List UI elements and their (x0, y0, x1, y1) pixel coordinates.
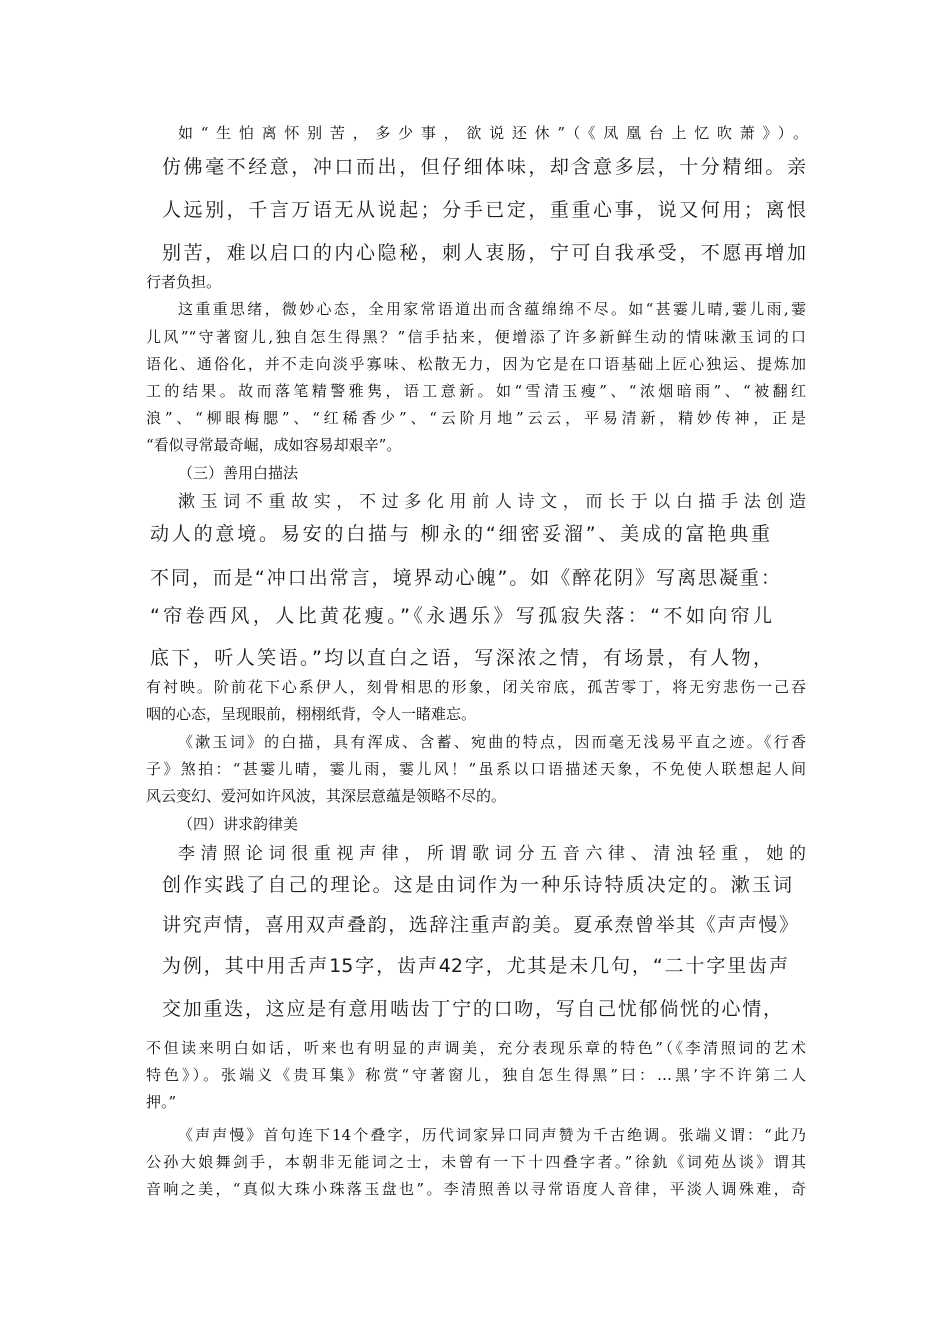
text-line: 语化、通俗化，并不走向淡乎寡味、松散无力，因为它是在口语基础上匠心独运、提炼加 (146, 355, 806, 373)
text-line: 工的结果。故而落笔精警雅隽，语工意新。如“雪清玉瘦”、“浓烟暗雨”、“被翻红 (146, 382, 806, 400)
text-line: 押。” (146, 1093, 177, 1111)
text-line: “帘卷西风，人比黄花瘦。”《永遇乐》写孤寂失落：“不如向帘儿 (150, 605, 772, 627)
text-line: 漱玉词不重故实，不过多化用前人诗文，而长于以白描手法创造 (178, 492, 806, 512)
section-heading: （三）善用白描法 (178, 464, 299, 482)
text-line: 仿佛毫不经意，冲口而出，但仔细体味，却含意多层，十分精细。亲 (162, 156, 806, 178)
text-line: 有衬映。阶前花下心系伊人，刻骨相思的形象，闭关帘底，孤苦零丁，将无穷悲伤一己吞 (146, 678, 806, 696)
text-line: 音响之美，“真似大珠小珠落玉盘也”。李清照善以寻常语度人音律，平淡人调殊难，奇 (146, 1180, 806, 1198)
text-line: 不同，而是“冲口出常言，境界动心魄”。如《醉花阴》写离思凝重： (150, 567, 780, 589)
text-line: 儿风”“守著窗儿,独自怎生得黑？”信手拈来，便增添了许多新鲜生动的情味漱玉词的口 (146, 328, 806, 346)
text-line: 讲究声情，喜用双声叠韵，选辞注重声韵美。夏承焘曾举其《声声慢》 (162, 914, 798, 936)
text-line: 《漱玉词》的白描，具有浑成、含蓄、宛曲的特点，因而毫无浅易平直之迹。《行香 (178, 733, 806, 751)
section-heading: （四）讲求韵律美 (178, 815, 299, 833)
text-line: 浪”、“柳眼梅腮”、“红稀香少”、“云阶月地”云云，平易清新，精妙传神，正是 (146, 409, 806, 427)
text-line: 别苦，难以启口的内心隐秘，刺人衷肠，宁可自我承受，不愿再增加 (162, 242, 806, 264)
text-line: 行者负担。 (146, 273, 222, 291)
text-line: 为例，其中用舌声15字，齿声42字，尤其是未几句，“二十字里齿声 (162, 955, 788, 977)
text-line: 创作实践了自己的理论。这是由词作为一种乐诗特质决定的。漱玉词 (162, 874, 792, 896)
text-line: 特色》）。张端义《贵耳集》称赏“守著窗儿，独自怎生得黑”曰：…黑’字不许第二人 (146, 1066, 806, 1084)
text-line: 这重重思绪，微妙心态，全用家常语道出而含蕴绵绵不尽。如“甚霎儿晴,霎儿雨,霎 (178, 300, 806, 318)
text-line: 子》煞拍：“甚霎儿晴，霎儿雨，霎儿风！”虽系以口语描述天象，不免使人联想起人间 (146, 760, 806, 778)
text-line: 人远别，千言万语无从说起；分手已定，重重心事，说又何用；离恨 (162, 199, 806, 221)
text-line: 底下，听人笑语。”均以直白之语，写深浓之情，有场景，有人物， (150, 647, 772, 669)
text-line: 如“生怕离怀别苦，多少事，欲说还休”（《凤凰台上忆吹萧》）。 (178, 124, 808, 142)
text-line: 李清照论词很重视声律，所谓歌词分五音六律、清浊轻重，她的 (178, 844, 806, 864)
text-line: 咽的心态，呈现眼前，栩栩纸背，令人一睹难忘。 (146, 705, 477, 723)
text-line: “看似寻常最奇崛，成如容易却艰辛”。 (146, 436, 402, 454)
text-line: 动人的意境。易安的白描与 柳永的“细密妥溜”、美成的富艳典重 (150, 523, 770, 545)
text-line: 公孙大娘舞剑手，本朝非无能词之士，未曾有一下十四叠字者。”徐釚《词苑丛谈》谓其 (146, 1153, 806, 1171)
text-line: 不但读来明白如话，听来也有明显的声调美，充分表现乐章的特色”（《李清照词的艺术 (146, 1039, 806, 1057)
text-line: 风云变幻、爱河如许风波，其深层意蕴是领略不尽的。 (146, 787, 507, 805)
text-line: 交加重迭，这应是有意用啮齿丁宁的口吻，写自己忧郁倘恍的心情， (162, 998, 782, 1020)
text-line: 《声声慢》首句连下14个叠字，历代词家异口同声赞为千古绝调。张端义谓：“此乃 (178, 1126, 806, 1144)
